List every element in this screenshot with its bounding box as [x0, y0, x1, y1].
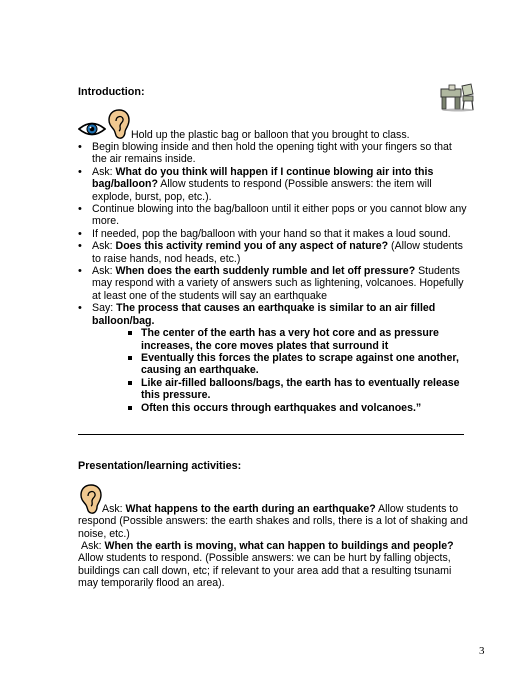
- teacher-desk-icon: [440, 82, 476, 112]
- presentation-paragraph-2: Ask: When the earth is moving, what can happen to buildings and people? Allow students to respond. (Possible answers: we can be hurt by falling objects, buildings can call down, etc; if relevant to your area add that a resulting tsunami may temporarily flood an area).: [78, 540, 454, 590]
- eye-icon: [78, 120, 106, 138]
- sub-bullet-list: [92, 327, 468, 414]
- list-item: • Say: The process that causes an earthquake is similar to an air filled balloon/bag. The center of the earth has a very hot core and as pressure increases, the core moves plates that surround it Eventually this forces the plates to scrape against one another, causing an earthquake. Like air-filled balloons/bags, the earth has to eventually release this pressure. Often this occurs through earthquakes and volcanoes.”: [78, 302, 468, 414]
- page-number: 3: [479, 645, 485, 657]
- ear-icon: [108, 109, 130, 139]
- sub-list-item: The center of the earth has a very hot core and as pressure increases, the core moves plates that surround it: [127, 327, 468, 352]
- list-item: • Continue blowing into the bag/balloon until it either pops or you cannot blow any more.: [78, 203, 468, 228]
- list-item: • Ask: Does this activity remind you of any aspect of nature? (Allow students to raise hands, nod heads, etc.): [78, 240, 468, 265]
- list-item: • Begin blowing inside and then hold the opening tight with your fingers so that the air remains inside.: [78, 141, 468, 166]
- list-item: • If needed, pop the bag/balloon with your hand so that it makes a loud sound.: [78, 228, 468, 240]
- intro-bullet-list: [78, 141, 468, 414]
- introduction-heading: Introduction:: [78, 86, 145, 98]
- presentation-heading: Presentation/learning activities:: [78, 460, 242, 472]
- list-item: • Ask: When does the earth suddenly rumble and let off pressure? Students may respond with a variety of answers such as lightening, volcanoes. Hopefully at least one of the students will say an earthquake: [78, 265, 468, 302]
- sub-list-item: Like air-filled balloons/bags, the earth has to eventually release this pressure.: [127, 377, 468, 402]
- section-divider: [78, 434, 464, 435]
- intro-first-line: Hold up the plastic bag or balloon that you brought to class.: [131, 129, 410, 141]
- sub-list-item: Often this occurs through earthquakes and volcanoes.”: [127, 402, 468, 414]
- list-item: • Ask: What do you think will happen if I continue blowing air into this bag/balloon? Allow students to respond (Possible answers: the item will explode, burst, pop, etc.).: [78, 166, 468, 203]
- sub-list-item: Eventually this forces the plates to scrape against one another, causing an earthquake.: [127, 352, 468, 377]
- presentation-paragraph-1: Ask: What happens to the earth during an earthquake? Allow students to respond (Possible answers: the earth shakes and rolls, there is a lot of shaking and noise, etc.): [78, 503, 468, 540]
